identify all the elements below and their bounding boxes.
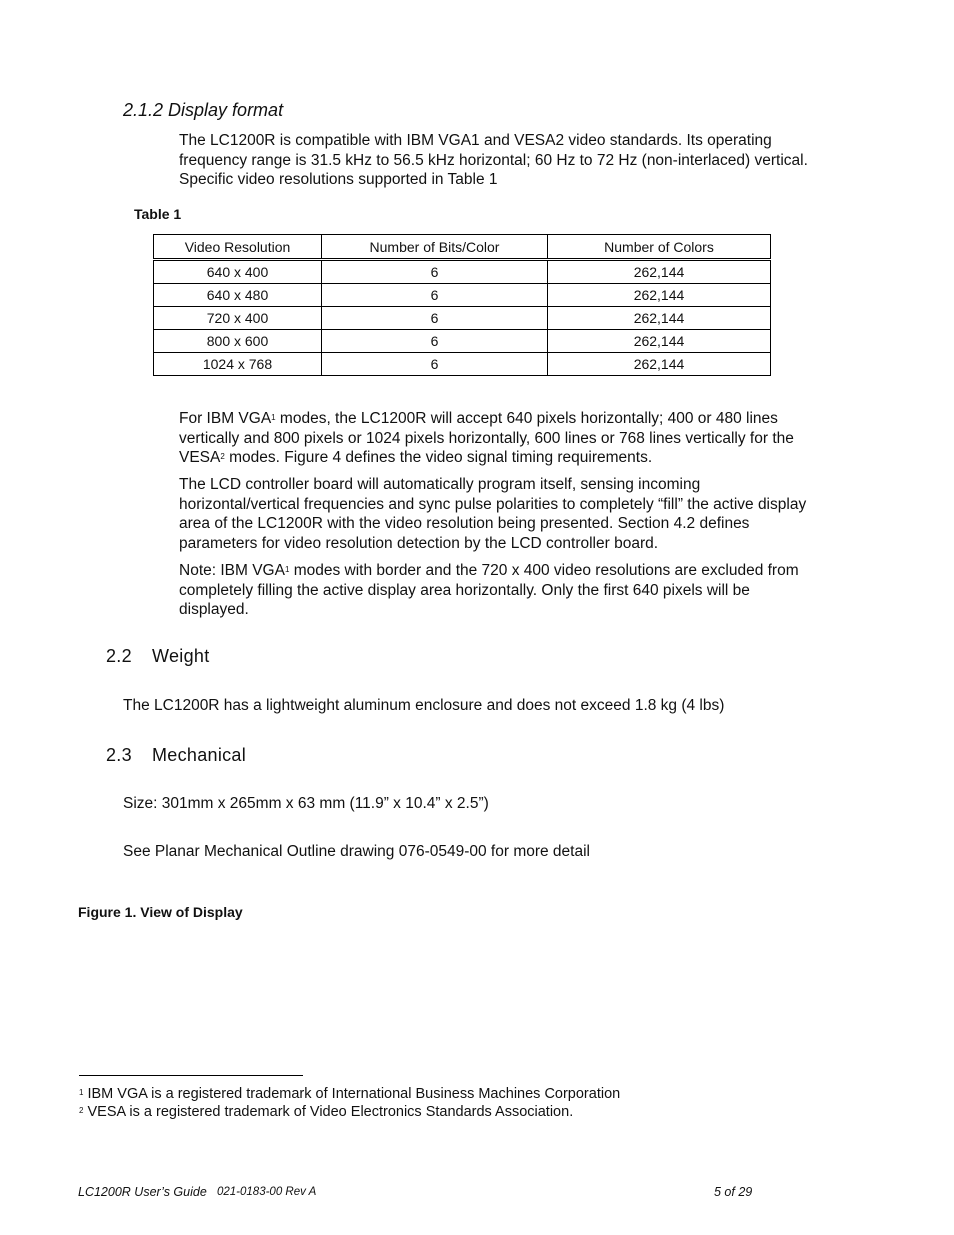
footnote-mark: 1 — [79, 1088, 84, 1097]
text-run: Note: IBM VGA — [179, 562, 285, 579]
column-header: Number of Bits/Color — [322, 235, 548, 260]
table-cell: 262,144 — [548, 307, 771, 330]
column-header: Video Resolution — [154, 235, 322, 260]
footnote-mark: 2 — [79, 1106, 84, 1115]
text-run: modes. Figure 4 defines the video signal timing requirements. — [224, 449, 653, 466]
footer-page-number: 5 of 29 — [714, 1185, 753, 1199]
footnote-ref: 2 — [220, 452, 225, 461]
footnote-1 — [79, 1085, 620, 1103]
footnote-ref: 1 — [284, 565, 290, 574]
table-row — [154, 307, 771, 330]
table-row — [154, 330, 771, 353]
table-cell: 640 x 480 — [154, 284, 322, 307]
text-run: modes, the LC1200R will accept 640 pixels horizontally; 400 or 480 lines — [275, 410, 778, 427]
paragraph-line: completely filling the active display area horizontally. Only the first 640 pixels will be — [179, 581, 750, 599]
section-heading-display-format: 2.1.2 Display format — [123, 100, 284, 120]
vga-modes-paragraph — [179, 409, 859, 468]
column-header: Number of Colors — [548, 235, 771, 260]
footer-guide-title: LC1200R User’s Guide — [78, 1185, 207, 1199]
footnote-divider — [79, 1075, 303, 1076]
table-cell: 6 — [322, 307, 548, 330]
paragraph-line: area of the LC1200R with the video resolution being presented. Section 4.2 defines — [179, 515, 750, 532]
text-run: For IBM VGA — [179, 410, 272, 427]
section-number-mechanical: 2.3 — [106, 745, 132, 765]
video-resolution-table — [153, 234, 771, 376]
table-cell: 6 — [322, 353, 548, 376]
mechanical-outline-text: See Planar Mechanical Outline drawing 076-0549-00 for more detail — [123, 843, 590, 860]
paragraph-line: displayed. — [179, 601, 249, 618]
intro-line: The LC1200R is compatible with IBM VGA1 and VESA2 video standards. Its operating — [179, 132, 772, 149]
table-row — [154, 260, 771, 284]
paragraph-line: horizontal/vertical frequencies and sync pulse polarities to completely “fill” the active display — [179, 495, 807, 513]
table-cell: 262,144 — [548, 260, 771, 284]
text-run: VESA — [179, 449, 221, 466]
table-cell: 6 — [322, 260, 548, 284]
footnote-ref: 1 — [271, 413, 276, 422]
table-row — [154, 353, 771, 376]
table-cell: 262,144 — [548, 284, 771, 307]
footnote-2 — [79, 1103, 573, 1121]
footnote-text: VESA is a registered trademark of Video Electronics Standards Association. — [83, 1104, 574, 1120]
paragraph-line: The LCD controller board will automatically program itself, sensing incoming — [179, 476, 701, 493]
paragraph-line: parameters for video resolution detection by the LCD controller board. — [179, 534, 659, 552]
intro-line: frequency range is 31.5 kHz to 56.5 kHz horizontal; 60 Hz to 72 Hz (non-interlaced) vertical. — [179, 151, 808, 169]
weight-text: The LC1200R has a lightweight aluminum enclosure and does not exceed 1.8 kg (4 lbs) — [123, 697, 725, 714]
footnote-text: IBM VGA is a registered trademark of International Business Machines Corporation — [83, 1086, 621, 1102]
paragraph-line: vertically and 800 pixels or 1024 pixels horizontally, 600 lines or 768 lines vertically for the — [179, 429, 794, 447]
section-number-weight: 2.2 — [106, 646, 132, 666]
note-paragraph — [179, 561, 859, 620]
paragraph-line — [179, 561, 859, 581]
paragraph-line — [179, 448, 859, 468]
footer-doc-number: 021-0183-00 Rev A — [217, 1186, 317, 1198]
paragraph-line — [179, 409, 859, 429]
text-run: modes with border and the 720 x 400 video resolutions are excluded from — [289, 562, 799, 579]
table-cell: 640 x 400 — [154, 260, 322, 284]
table-cell: 262,144 — [548, 330, 771, 353]
lcd-controller-paragraph — [179, 475, 869, 553]
intro-line: Specific video resolutions supported in Table 1 — [179, 171, 498, 188]
size-text: Size: 301mm x 265mm x 63 mm (11.9” x 10.4” x 2.5”) — [123, 795, 489, 812]
figure-caption: Figure 1. View of Display — [78, 904, 243, 920]
table-cell: 800 x 600 — [154, 330, 322, 353]
section-heading-weight: Weight — [152, 646, 210, 666]
section-heading-mechanical: Mechanical — [152, 745, 247, 765]
table-cell: 720 x 400 — [154, 307, 322, 330]
table-header-row — [154, 235, 771, 260]
table-cell: 6 — [322, 284, 548, 307]
table-cell: 1024 x 768 — [154, 353, 322, 376]
table-caption: Table 1 — [134, 206, 182, 222]
table-cell: 262,144 — [548, 353, 771, 376]
table-cell: 6 — [322, 330, 548, 353]
display-format-intro — [179, 131, 859, 190]
table-row — [154, 284, 771, 307]
